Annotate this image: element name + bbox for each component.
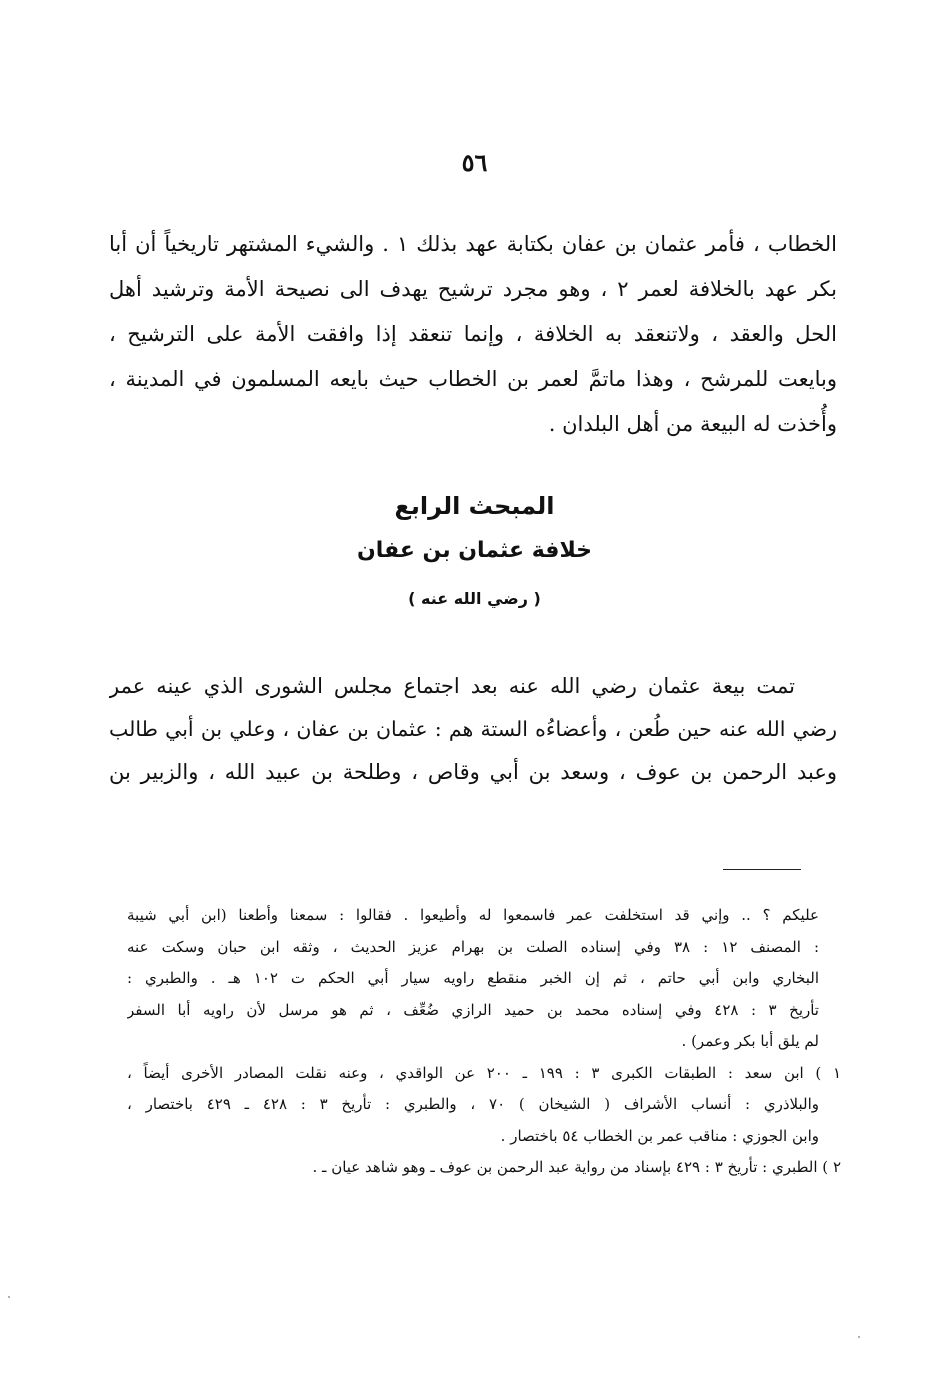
footnote-line: عليكم ؟ .. وإني قد استخلفت عمر فاسمعوا له وأطيعوا . فقالوا : سمعنا وأطعنا (ابن أبي شيبة: [127, 906, 819, 924]
footnote-line: : المصنف ١٢ : ٣٨ وفي إسناده الصلت بن بهرام عزيز الحديث ، وثقه ابن حبان وسكت عنه: [127, 937, 819, 956]
scan-speck: [858, 1336, 860, 1338]
paragraph-intro: [109, 222, 837, 447]
text-line: رضي الله عنه حين طُعن ، وأعضاءُه الستة هم : عثمان بن عفان ، وعلي بن أبي طالب: [109, 717, 837, 741]
page-number: ٥٦: [461, 148, 488, 177]
footnotes: [127, 900, 841, 1184]
text-line: وعبد الرحمن بن عوف ، وسعد بن أبي وقاص ، وطلحة بن عبيد الله ، والزبير بن: [109, 760, 837, 784]
footnote-line: لم يلق أبا بكر وعمر) .: [681, 1032, 819, 1050]
text-line: وبايعت للمرشح ، وهذا ماتمَّ لعمر بن الخطاب حيث بايعه المسلمون في المدينة ،: [109, 367, 837, 391]
footnote-line: وابن الجوزي : مناقب عمر بن الخطاب ٥٤ باختصار .: [500, 1126, 819, 1145]
footnote-separator: [723, 869, 801, 870]
section-heading: المبحث الرابع: [394, 492, 555, 520]
text-line: وأُخذت له البيعة من أهل البلدان .: [548, 412, 837, 436]
footnote-line: تأريخ ٣ : ٤٢٨ وفي إسناده محمد بن حميد الرازي ضُعِّف ، ثم هو مرسل لأن راويه أبا السفر: [127, 1000, 819, 1019]
section-subheading: خلافة عثمان بن عفان: [356, 538, 593, 563]
paragraph-body: [109, 665, 837, 794]
text-line: بكر عهد بالخلافة لعمر ٢ ، وهو مجرد ترشيح يهدف الى نصيحة الأمة وترشيد أهل: [109, 277, 837, 301]
footnote-line: البخاري وابن أبي حاتم ، ثم إن الخبر منقطع راويه سيار أبي الحكم ت ١٠٢ هـ . والطبري :: [127, 969, 819, 987]
text-line: الحل والعقد ، ولاتنعقد به الخلافة ، وإنما تنعقد إذا وافقت الأمة على الترشيح ،: [109, 322, 837, 346]
section-honorific: ( رضي الله عنه ): [408, 589, 541, 608]
scan-speck: [8, 1296, 10, 1298]
footnote-line: والبلاذري : أنساب الأشراف ( الشيخان ) ٧٠ ، والطبري : تأريخ ٣ : ٤٢٨ ـ ٤٢٩ باختصار ،: [127, 1095, 819, 1113]
text-line: الخطاب ، فأمر عثمان بن عفان بكتابة عهد بذلك ١ . والشيء المشتهر تاريخياً أن أبا: [109, 232, 837, 256]
footnote-2: ٢ ) الطبري : تأريخ ٣ : ٤٢٩ بإسناد من رواية عبد الرحمن بن عوف ـ وهو شاهد عيان ـ .: [312, 1158, 841, 1176]
footnote-1: ١ ) ابن سعد : الطبقات الكبرى ٣ : ١٩٩ ـ ٢٠٠ عن الواقدي ، وعنه نقلت المصادر الأخرى أيضاً ،: [127, 1063, 841, 1082]
text-line: تمت بيعة عثمان رضي الله عنه بعد اجتماع مجلس الشورى الذي عينه عمر: [109, 674, 795, 698]
